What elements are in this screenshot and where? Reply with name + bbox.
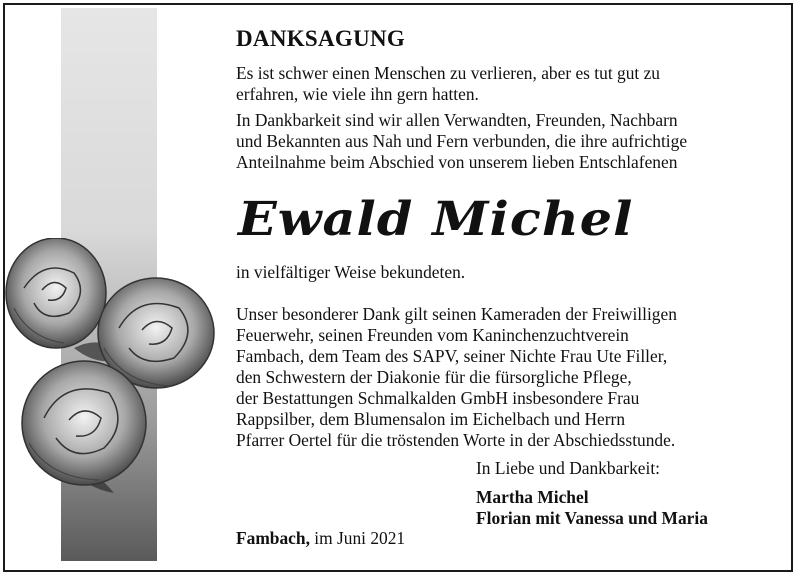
closing-line: In Liebe und Dankbarkeit: xyxy=(476,458,660,478)
roses-image xyxy=(4,238,219,503)
signer-name: Florian mit Vanessa und Maria xyxy=(476,508,708,528)
signers-block xyxy=(476,487,708,529)
rose-top-left xyxy=(6,238,106,348)
signer-name: Martha Michel xyxy=(476,487,589,507)
rose-bottom xyxy=(22,361,146,485)
notice-heading: DANKSAGUNG xyxy=(236,26,406,51)
special-thanks-paragraph: Unser besonderer Dank gilt seinen Kameraden der Freiwilligen Feuerwehr, seinen Freunden vom Kaninchenzuchtverein Fambach, dem Team des SAPV, seiner Nichte Frau Ute Filler, den Schwestern der Diakonie für die fürsorgliche Pflege, der Bestattungen Schmalkalden GmbH insbesondere Frau Rappsilber, dem Blumensalon im Eichelbach und Herrn Pfarrer Oertel für die tröstenden Worte in der Abschiedsstunde. xyxy=(236,304,677,450)
intro-paragraph: Es ist schwer einen Menschen zu verlieren, aber es tut gut zu erfahren, wie viele ihn gern hatten. xyxy=(236,63,660,104)
date-text: im Juni 2021 xyxy=(309,528,406,548)
manner-line: in vielfältiger Weise bekundeten. xyxy=(236,262,466,282)
deceased-name: Ewald Michel xyxy=(238,192,634,247)
place-name: Fambach, xyxy=(236,528,310,548)
gratitude-paragraph: In Dankbarkeit sind wir allen Verwandten, Freunden, Nachbarn und Bekannten aus Nah und Fern verbunden, die ihre aufrichtige Anteilnahme beim Abschied von unserem lieben Entschlafenen xyxy=(236,110,688,172)
place-date-line xyxy=(236,528,405,549)
